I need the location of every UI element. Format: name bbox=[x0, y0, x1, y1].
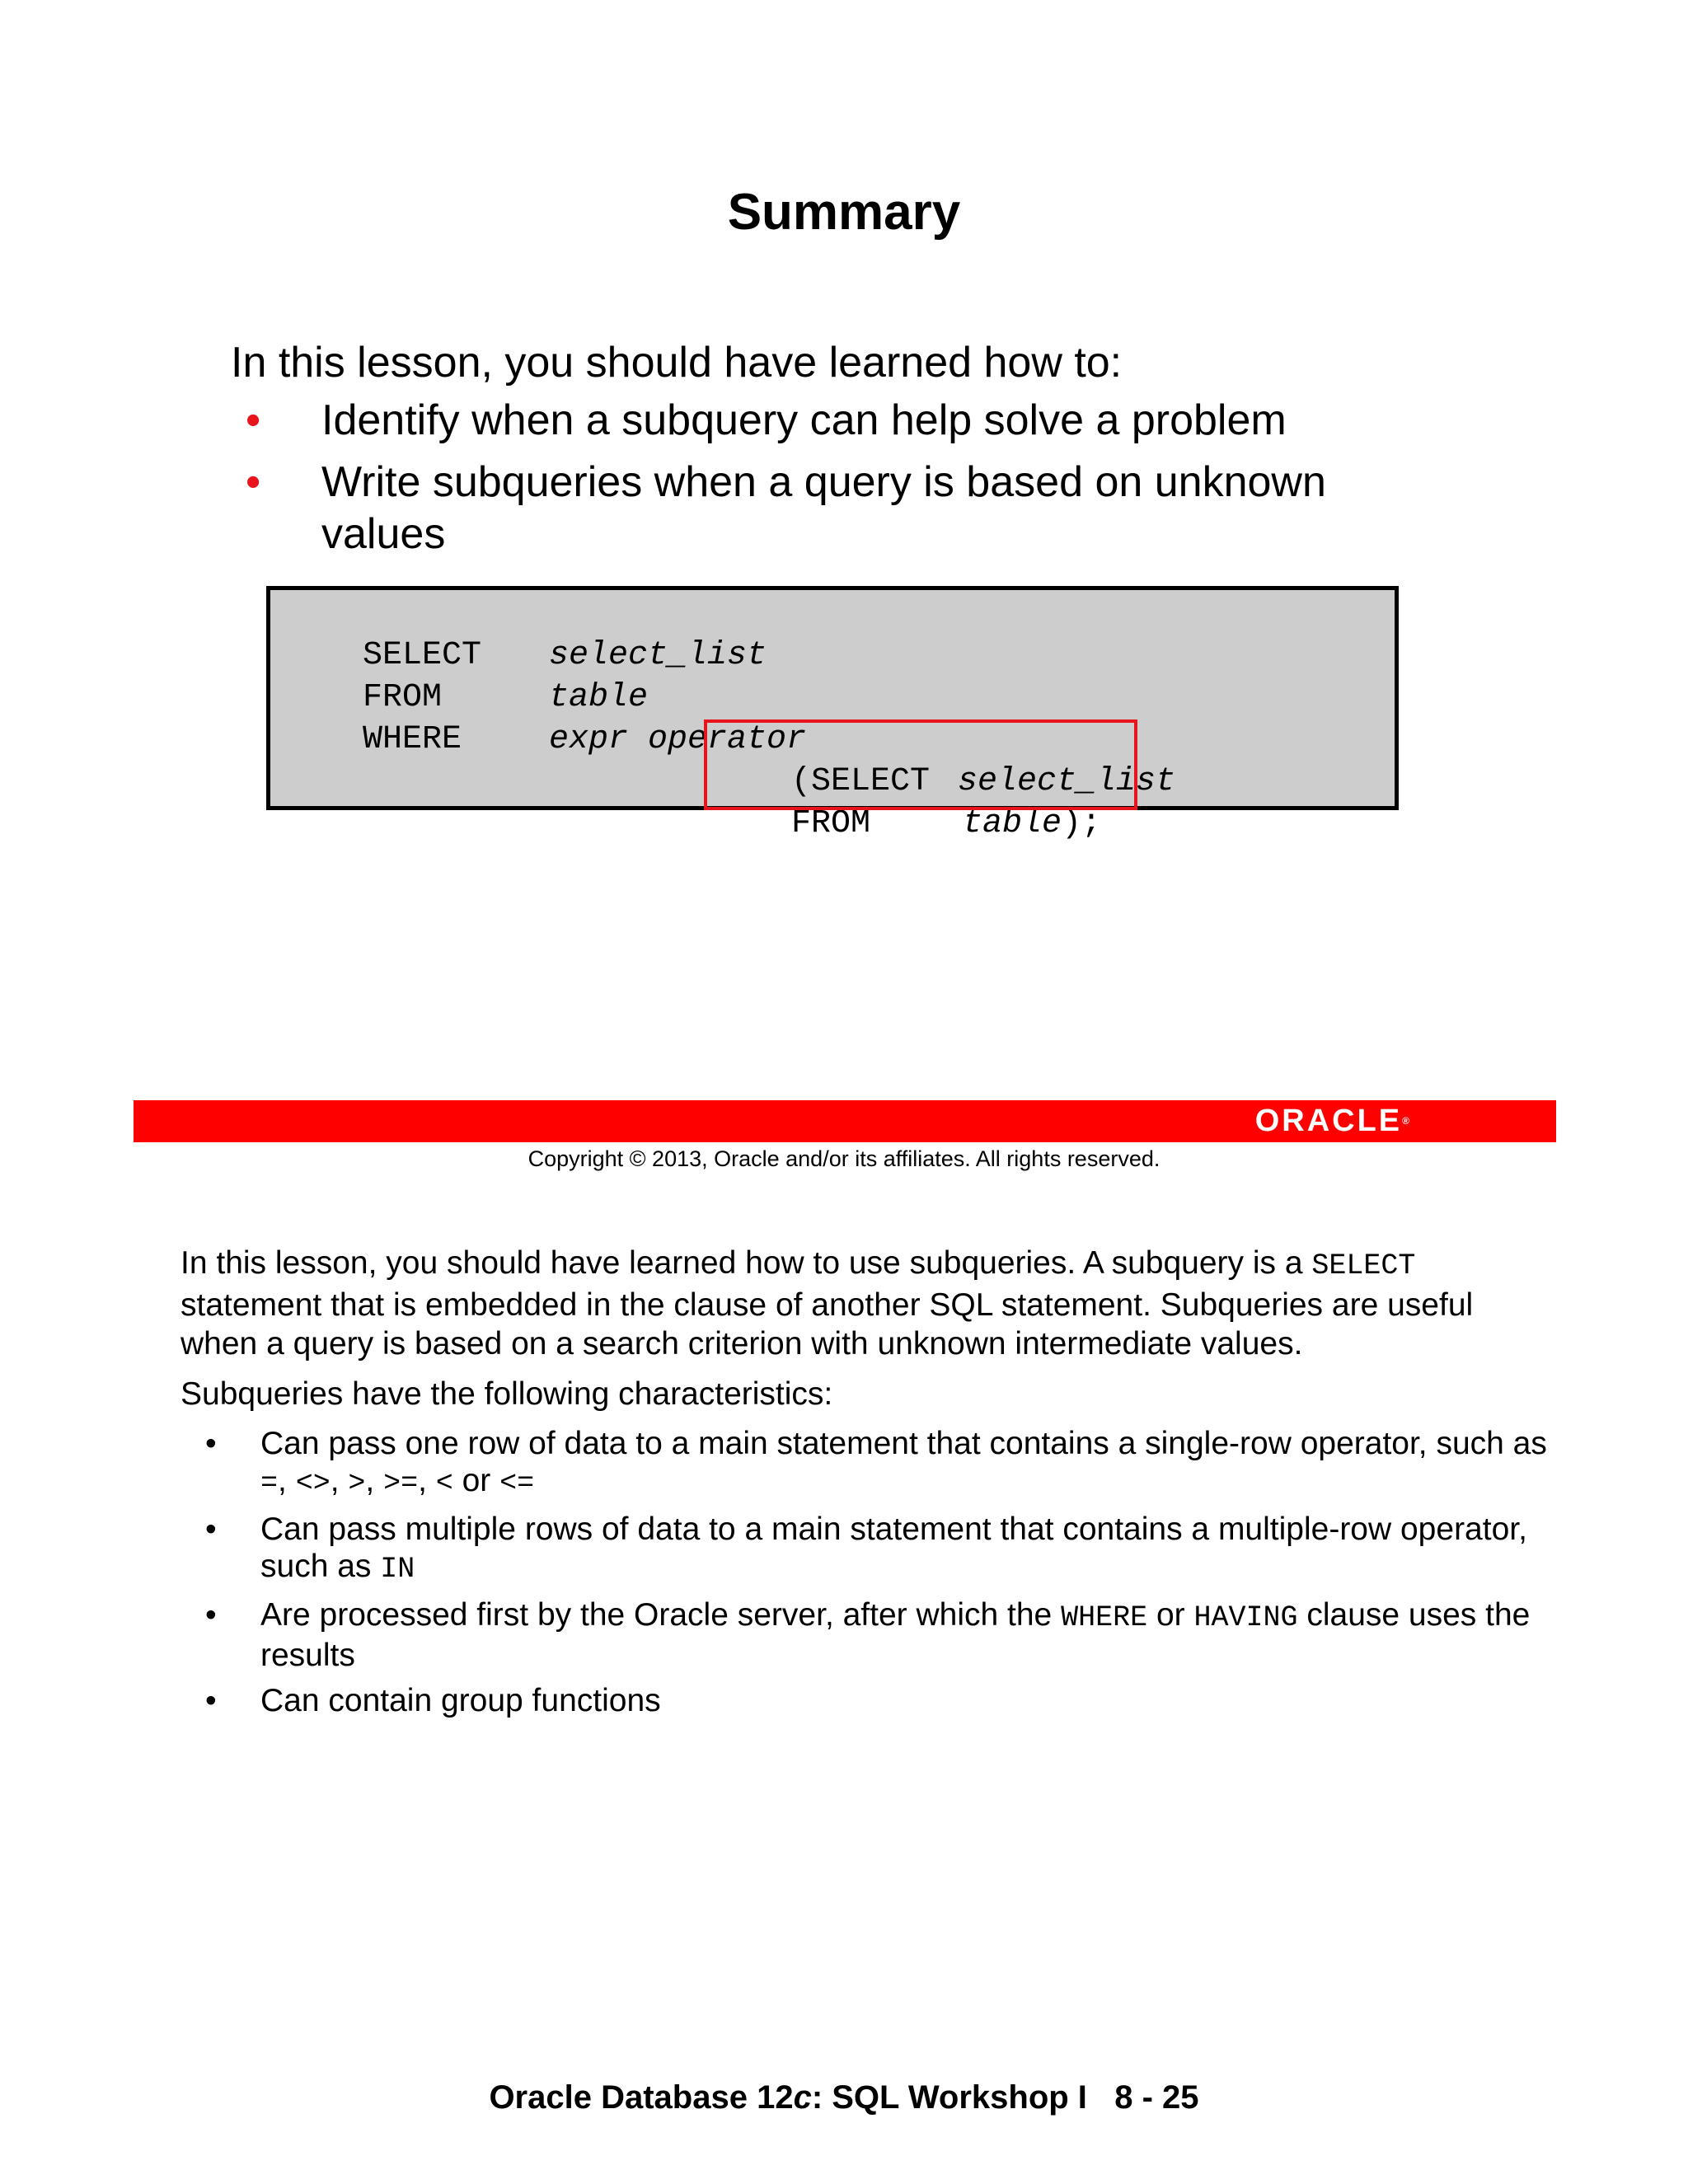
list-item bbox=[181, 1511, 1549, 1588]
inline-code: >= bbox=[383, 1467, 419, 1500]
slide-bullet-text: Identify when a subquery can help solve a problem bbox=[321, 396, 1287, 444]
code-keyword: FROM bbox=[791, 805, 871, 842]
inline-code: WHERE bbox=[1061, 1601, 1148, 1634]
inline-code: > bbox=[348, 1467, 366, 1500]
sql-syntax-box bbox=[266, 586, 1399, 842]
lesson-notes bbox=[181, 1244, 1549, 1727]
slide-title: Summary bbox=[727, 184, 961, 241]
inline-code: <= bbox=[499, 1467, 535, 1500]
page-footer bbox=[0, 2077, 1688, 2118]
notes-text: clause uses the results bbox=[260, 1597, 1531, 1673]
slide-bullet-text: Write subqueries when a query is based on unknown values bbox=[321, 458, 1326, 558]
notes-text: , bbox=[418, 1463, 436, 1498]
bullet-dot-icon: • bbox=[205, 1426, 217, 1461]
notes-text: , bbox=[330, 1463, 349, 1498]
inline-code: HAVING bbox=[1193, 1601, 1298, 1634]
code-arg: select_list bbox=[958, 763, 1176, 800]
bullet-dot-icon: • bbox=[205, 1597, 217, 1633]
code-arg: table bbox=[963, 805, 1062, 842]
notes-text: statement that is embedded in the clause of another SQL statement. Subqueries are useful when a query is based on a search criterion with unknown intermediate values. bbox=[181, 1287, 1474, 1361]
notes-text: , bbox=[365, 1463, 384, 1498]
list-item bbox=[181, 1596, 1549, 1674]
footer-text: : SQL Workshop I 8 - 25 bbox=[811, 2079, 1199, 2116]
code-keyword: SELECT bbox=[363, 637, 482, 674]
list-item bbox=[181, 1682, 1549, 1719]
list-item bbox=[181, 1425, 1549, 1502]
notes-text: Can contain group functions bbox=[260, 1683, 661, 1718]
notes-paragraph-1 bbox=[181, 1244, 1549, 1363]
slide-intro: In this lesson, you should have learned how to: bbox=[231, 339, 1123, 387]
bullet-dot-icon: • bbox=[205, 1511, 217, 1547]
footer-text: Oracle Database 12 bbox=[489, 2079, 794, 2116]
bullet-dot-icon: • bbox=[205, 1683, 217, 1718]
notes-text: or bbox=[1147, 1597, 1194, 1633]
notes-text: , bbox=[278, 1463, 296, 1498]
notes-text: or bbox=[452, 1463, 500, 1498]
code-keyword: FROM bbox=[363, 679, 443, 716]
inline-code: SELECT bbox=[1311, 1249, 1416, 1282]
notes-paragraph-2: Subqueries have the following characteristics: bbox=[181, 1376, 833, 1412]
oracle-logo bbox=[1255, 1105, 1409, 1137]
bullet-dot-icon: • bbox=[246, 396, 261, 444]
footer-text-italic: c bbox=[793, 2079, 812, 2116]
code-arg: table bbox=[549, 679, 649, 716]
bullet-dot-icon: • bbox=[246, 458, 261, 506]
notes-text: Can pass one row of data to a main statement that contains a single-row operator, such as bbox=[260, 1426, 1547, 1461]
code-keyword: WHERE bbox=[363, 721, 462, 758]
inline-code: = bbox=[260, 1467, 279, 1500]
inline-code: <> bbox=[295, 1467, 331, 1500]
code-arg: expr operator bbox=[549, 721, 807, 758]
notes-text: In this lesson, you should have learned how to use subqueries. A subquery is a bbox=[181, 1245, 1312, 1281]
copyright-notice: Copyright © 2013, Oracle and/or its affiliates. All rights reserved. bbox=[528, 1146, 1160, 1171]
code-keyword: (SELECT bbox=[791, 763, 931, 800]
subquery-highlight-box bbox=[704, 719, 1137, 810]
notes-text: Are processed first by the Oracle server, after which the bbox=[260, 1597, 1062, 1633]
inline-code: IN bbox=[380, 1553, 415, 1586]
code-arg: select_list bbox=[549, 637, 767, 674]
notes-text: Can pass multiple rows of data to a main statement that contains a multiple-row operator, such as bbox=[260, 1511, 1527, 1584]
code-line-where bbox=[284, 678, 462, 802]
code-punct: ); bbox=[1062, 805, 1102, 842]
inline-code: < bbox=[435, 1467, 453, 1500]
characteristics-list bbox=[181, 1425, 1549, 1719]
oracle-red-band bbox=[134, 1100, 1556, 1142]
registered-mark: ® bbox=[1402, 1115, 1409, 1127]
oracle-logo-text: ORACLE bbox=[1254, 1104, 1403, 1138]
